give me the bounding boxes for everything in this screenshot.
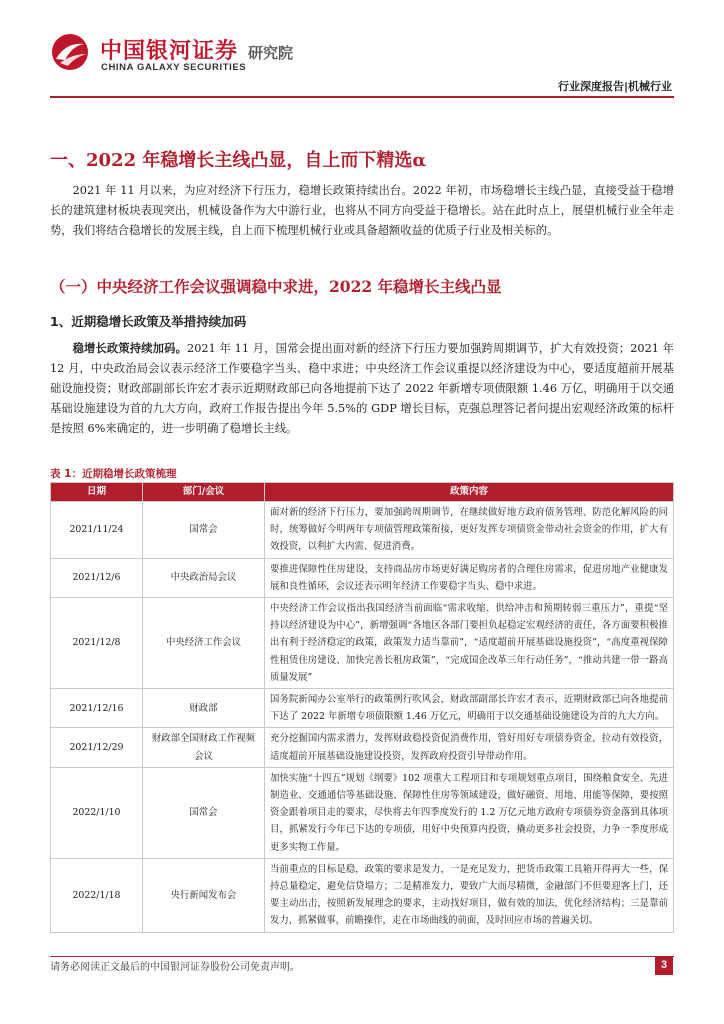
cell-content: 充分挖掘国内需求潜力，发挥财政稳投资促消费作用，管好用好专项债券资金，拉动有效投资，适度超前开展基础设施建设投资，发挥政府投资引导带动作用。 <box>265 728 674 767</box>
cell-dept: 国常会 <box>143 502 265 559</box>
cell-dept: 国常会 <box>143 767 265 858</box>
cell-dept: 中央经济工作会议 <box>143 598 265 689</box>
brand-suffix: 研究院 <box>248 44 294 62</box>
section-2-paragraph <box>50 338 674 439</box>
table-row <box>51 502 674 559</box>
cell-content: 面对新的经济下行压力，要加强跨周期调节，在继续做好地方政府债务管理、防范化解风险的同时，统筹做好今明两年专项债管理政策衔接，更好发挥专项债资金带动社会资金的作用，扩大有效投资，以利扩大内需、促进消费。 <box>265 502 674 559</box>
cell-dept: 央行新闻发布会 <box>143 858 265 932</box>
report-type: 行业深度报告|机械行业 <box>557 80 672 93</box>
cell-date: 2022/1/18 <box>51 858 143 932</box>
table-row <box>51 598 674 689</box>
cell-dept: 中央政治局会议 <box>143 558 265 597</box>
table-row <box>51 689 674 728</box>
cell-dept: 财政部 <box>143 689 265 728</box>
cell-content: 要推进保障性住房建设，支持商品房市场更好满足购房者的合理住房需求，促进房地产业健康发展和良性循环，会议还表示明年经济工作要稳字当头、稳中求进。 <box>265 558 674 597</box>
cell-content: 中央经济工作会议指出我国经济当前面临“需求收缩、供给冲击和预期转弱三重压力”，重提“坚持以经济建设为中心”，新增强调“各地区各部门要担负起稳定宏观经济的责任，各方面要积极推出有利于经济稳定的政策，政策发力适当靠前”，“适度超前开展基础设施投资”，“高度重视保障性租赁住房建设、加快完善长租房政策”，“完成国企改革三年行动任务”，“推动共建一带一路高质量发展” <box>265 598 674 689</box>
brand-name-en: CHINA GALAXY SECURITIES <box>101 62 247 73</box>
policy-table <box>50 482 674 933</box>
table-title: 表 1：近期稳增长政策梳理 <box>50 468 177 480</box>
cell-dept: 财政部全国财政工作视频会议 <box>143 728 265 767</box>
footer-divider <box>50 956 674 957</box>
cell-date: 2021/12/6 <box>51 558 143 597</box>
table-row <box>51 558 674 597</box>
footer-disclaimer: 请务必阅读正文最后的中国银河证券股份公司免责声明。 <box>50 962 300 973</box>
section-2-subtitle: 1、近期稳增长政策及举措持续加码 <box>50 314 247 329</box>
table-row <box>51 767 674 858</box>
cell-content: 当前重点的目标是稳，政策的要求是发力，一是充足发力，把货币政策工具箱开得再大一些，保持总量稳定，避免信贷塌方；二是精准发力，要致广大而尽精微，金融部门不但要迎客上门，还要主动出击，按照新发展理念的要求，主动找好项目，做有效的加法，优化经济结构；三是靠前发力，抓紧做事，前瞻操作，走在市场曲线的前面，及时回应市场的普遍关切。 <box>265 858 674 932</box>
table-header-row <box>51 483 674 502</box>
paragraph-body: 2021 年 11 月，国常会提出面对新的经济下行压力要加强跨周期调节，扩大有效投资；2021 年 12 月，中央政治局会议表示经济工作要稳字当头、稳中求进；中央经济工作会议重提以经济建设为中心，要适度超前开展基础设施投资；财政部副部长许宏才表示近期财政部已向各地提前下达了 2022 年新增专项债限额 1.46 万亿，明确用于以交通基础设施建设为首的九大方向，政府工作报告提出今年 5.5%的 GDP 增长目标，克强总理答记者问提出宏观经济政策的标杆是按照 6%来确定的，进一步明确了稳增长主线。 <box>50 342 674 435</box>
cell-date: 2022/1/10 <box>51 767 143 858</box>
page-number: 3 <box>655 956 673 975</box>
paragraph-lead: 稳增长政策持续加码。 <box>72 341 188 355</box>
page-header <box>0 0 724 95</box>
section-2-title: （一）中央经济工作会议强调稳中求进，2022 年稳增长主线凸显 <box>50 277 502 296</box>
cell-content: 国务院新闻办公室举行的政策例行吹风会，财政部副部长许宏才表示，近期财政部已向各地提前下达了 2022 年新增专项债限额 1.46 万亿元，明确用于以交通基础设施建设为首的九大方向。 <box>265 689 674 728</box>
cell-date: 2021/11/24 <box>51 502 143 559</box>
cell-date: 2021/12/16 <box>51 689 143 728</box>
cell-date: 2021/12/8 <box>51 598 143 689</box>
table-row <box>51 728 674 767</box>
cell-date: 2021/12/29 <box>51 728 143 767</box>
cell-content: 加快实施“十四五”规划《纲要》102 项重大工程项目和专项规划重点项目，围绕粮食安全、先进制造业、交通通信等基础设施、保障性住房等领域建设，做好融资、用地、用能等保障，要按照资金跟着项目走的要求，尽快将去年四季度发行的 1.2 万亿元地方政府专项债券资金落到具体项目，抓紧发行今年已下达的专项债，用好中央预算内投资，撬动更多社会投资，力争一季度形成更多实物工作量。 <box>265 767 674 858</box>
table-row <box>51 858 674 932</box>
header-dept: 部门/会议 <box>143 483 265 502</box>
header-content: 政策内容 <box>265 483 674 502</box>
header-date: 日期 <box>51 483 143 502</box>
section-1-title: 一、2022 年稳增长主线凸显，自上而下精选α <box>50 150 427 171</box>
section-1-paragraph: 2021 年 11 月以来，为应对经济下行压力，稳增长政策持续出台。2022 年初，市场稳增长主线凸显，直接受益于稳增长的建筑建材板块表现突出，机械设备作为大中游行业，也将从不同方向受益于稳增长。站在此时点上，展望机械行业全年走势，我们将结合稳增长的发展主线，自上而下梳理机械行业或具备超额收益的优质子行业及相关标的。 <box>50 184 674 237</box>
china-galaxy-logo-icon <box>50 32 90 72</box>
brand-name-cn: 中国银河证券 <box>100 39 239 64</box>
header-divider <box>50 96 674 98</box>
